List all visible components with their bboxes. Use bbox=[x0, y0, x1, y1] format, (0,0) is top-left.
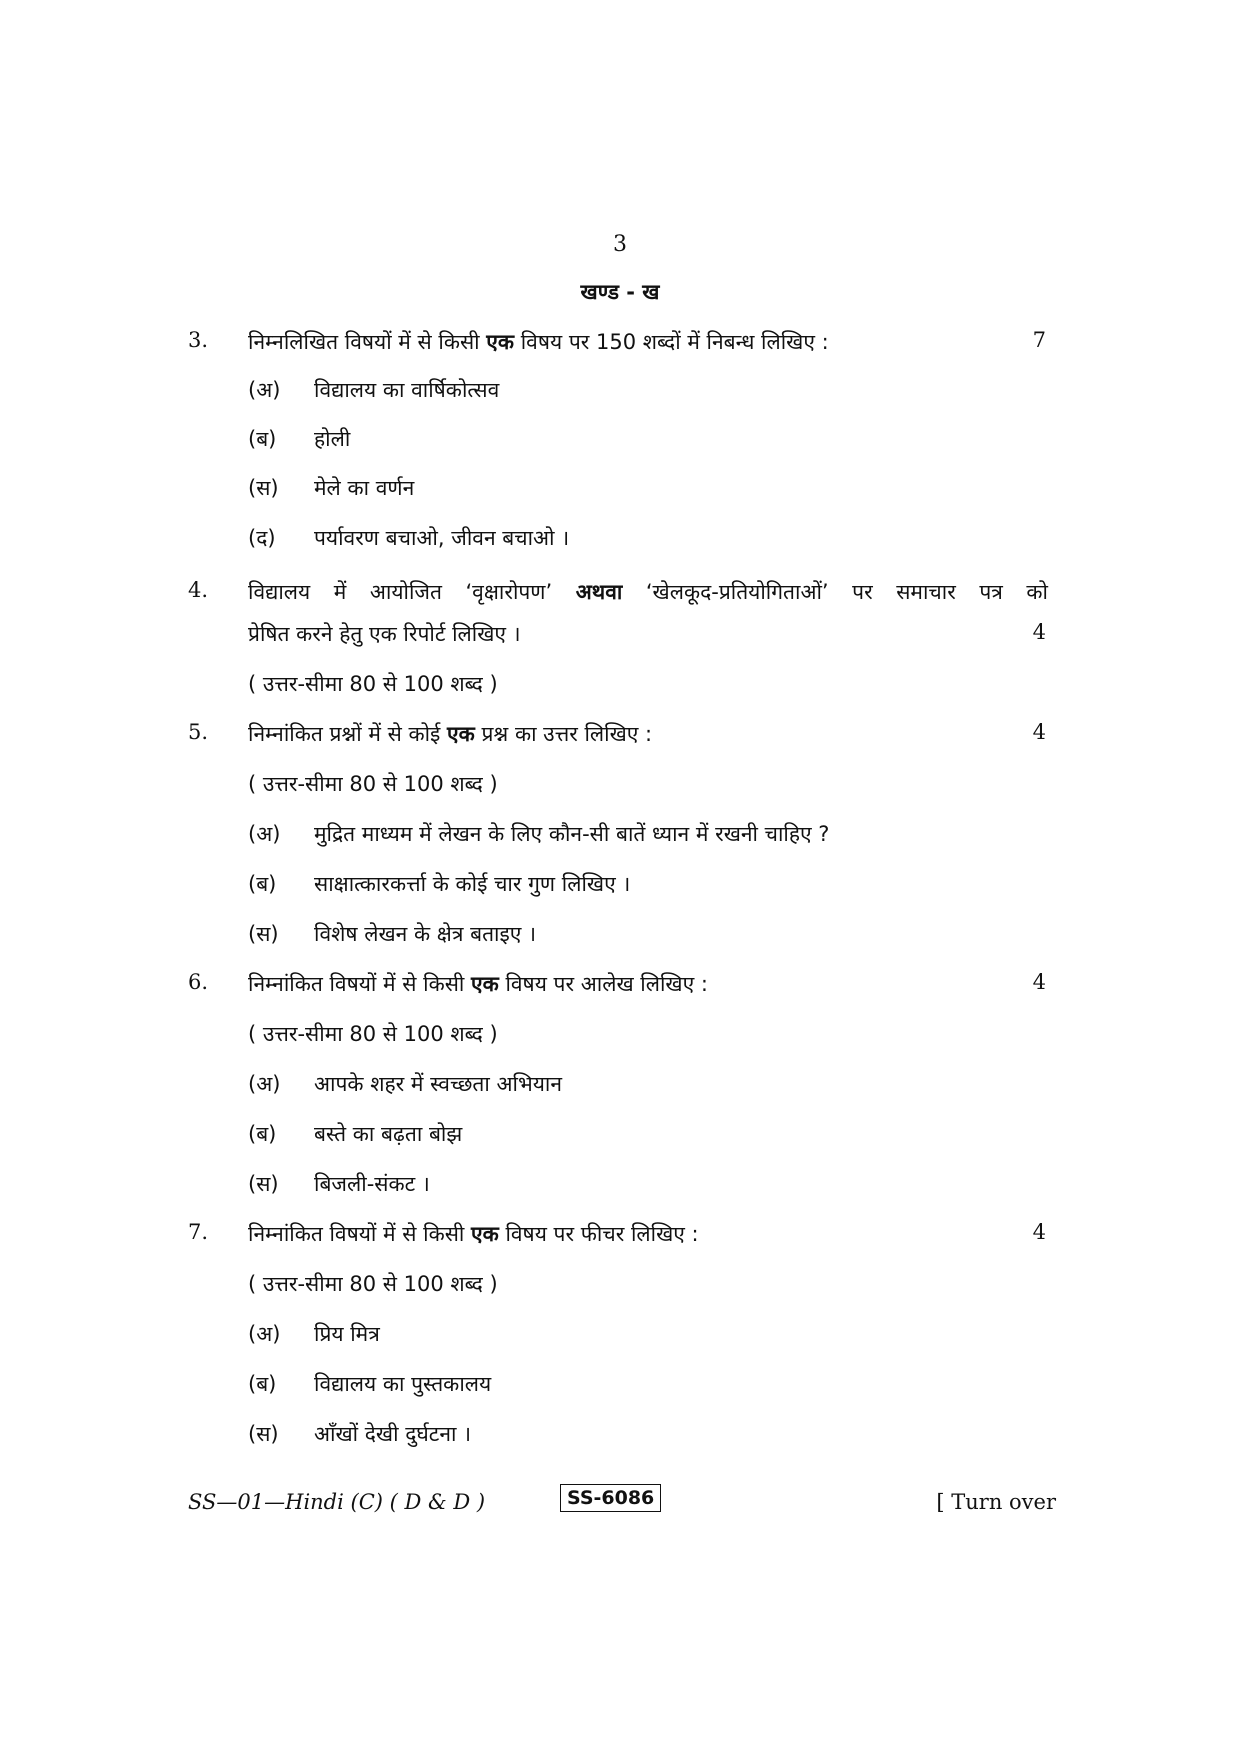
option: (स) विशेष लेखन के क्षेत्र बताइए । bbox=[248, 922, 537, 946]
option: (ब) साक्षात्कारकर्त्ता के कोई चार गुण लिखिए । bbox=[248, 872, 631, 896]
option: (स) बिजली-संकट । bbox=[248, 1172, 430, 1196]
word-limit: ( उत्तर-सीमा 80 से 100 शब्द ) bbox=[248, 1272, 498, 1296]
question-text: निम्नांकित विषयों में से किसी एक विषय पर आलेख लिखिए : bbox=[248, 972, 708, 996]
option: (ब) बस्ते का बढ़ता बोझ bbox=[248, 1122, 463, 1146]
marks: 4 bbox=[1032, 720, 1046, 744]
question-number: 4. bbox=[188, 578, 209, 602]
option: (अ) विद्यालय का वार्षिकोत्सव bbox=[248, 378, 500, 402]
option: (अ) प्रिय मित्र bbox=[248, 1322, 380, 1346]
page-number: 3 bbox=[613, 232, 627, 257]
option: (द) पर्यावरण बचाओ, जीवन बचाओ । bbox=[248, 526, 570, 550]
question-number: 5. bbox=[188, 720, 209, 744]
option: (ब) विद्यालय का पुस्तकालय bbox=[248, 1372, 492, 1396]
option: (अ) आपके शहर में स्वच्छता अभियान bbox=[248, 1072, 563, 1096]
word-limit: ( उत्तर-सीमा 80 से 100 शब्द ) bbox=[248, 672, 498, 696]
question-number: 7. bbox=[188, 1220, 209, 1244]
word-limit: ( उत्तर-सीमा 80 से 100 शब्द ) bbox=[248, 772, 498, 796]
marks: 4 bbox=[1032, 620, 1046, 644]
turn-over-note: [ Turn over bbox=[936, 1490, 1056, 1514]
question-text: निम्नांकित विषयों में से किसी एक विषय पर फीचर लिखिए : bbox=[248, 1222, 699, 1246]
option: (स) आँखों देखी दुर्घटना । bbox=[248, 1422, 472, 1446]
marks: 4 bbox=[1032, 970, 1046, 994]
paper-code-box: SS-6086 bbox=[560, 1484, 661, 1512]
question-number: 3. bbox=[188, 328, 209, 352]
question-text: निम्नांकित प्रश्नों में से कोई एक प्रश्न का उत्तर लिखिए : bbox=[248, 722, 653, 746]
question-number: 6. bbox=[188, 970, 209, 994]
marks: 7 bbox=[1032, 328, 1046, 352]
footer-subject-code: SS—01—Hindi (C) ( D & D ) bbox=[188, 1490, 486, 1514]
question-text: विद्यालय में आयोजित ‘वृक्षारोपण’ अथवा ‘खेलकूद-प्रतियोगिताओं’ पर समाचार पत्र को bbox=[248, 580, 1048, 604]
marks: 4 bbox=[1032, 1220, 1046, 1244]
question-text: निम्नलिखित विषयों में से किसी एक विषय पर 150 शब्दों में निबन्ध लिखिए : bbox=[248, 330, 829, 354]
section-title: खण्ड - ख bbox=[580, 280, 660, 304]
word-limit: ( उत्तर-सीमा 80 से 100 शब्द ) bbox=[248, 1022, 498, 1046]
question-text: प्रेषित करने हेतु एक रिपोर्ट लिखिए । bbox=[248, 622, 521, 646]
option: (स) मेले का वर्णन bbox=[248, 476, 415, 500]
option: (ब) होली bbox=[248, 427, 351, 451]
option: (अ) मुद्रित माध्यम में लेखन के लिए कौन-सी बातें ध्यान में रखनी चाहिए ? bbox=[248, 822, 830, 846]
